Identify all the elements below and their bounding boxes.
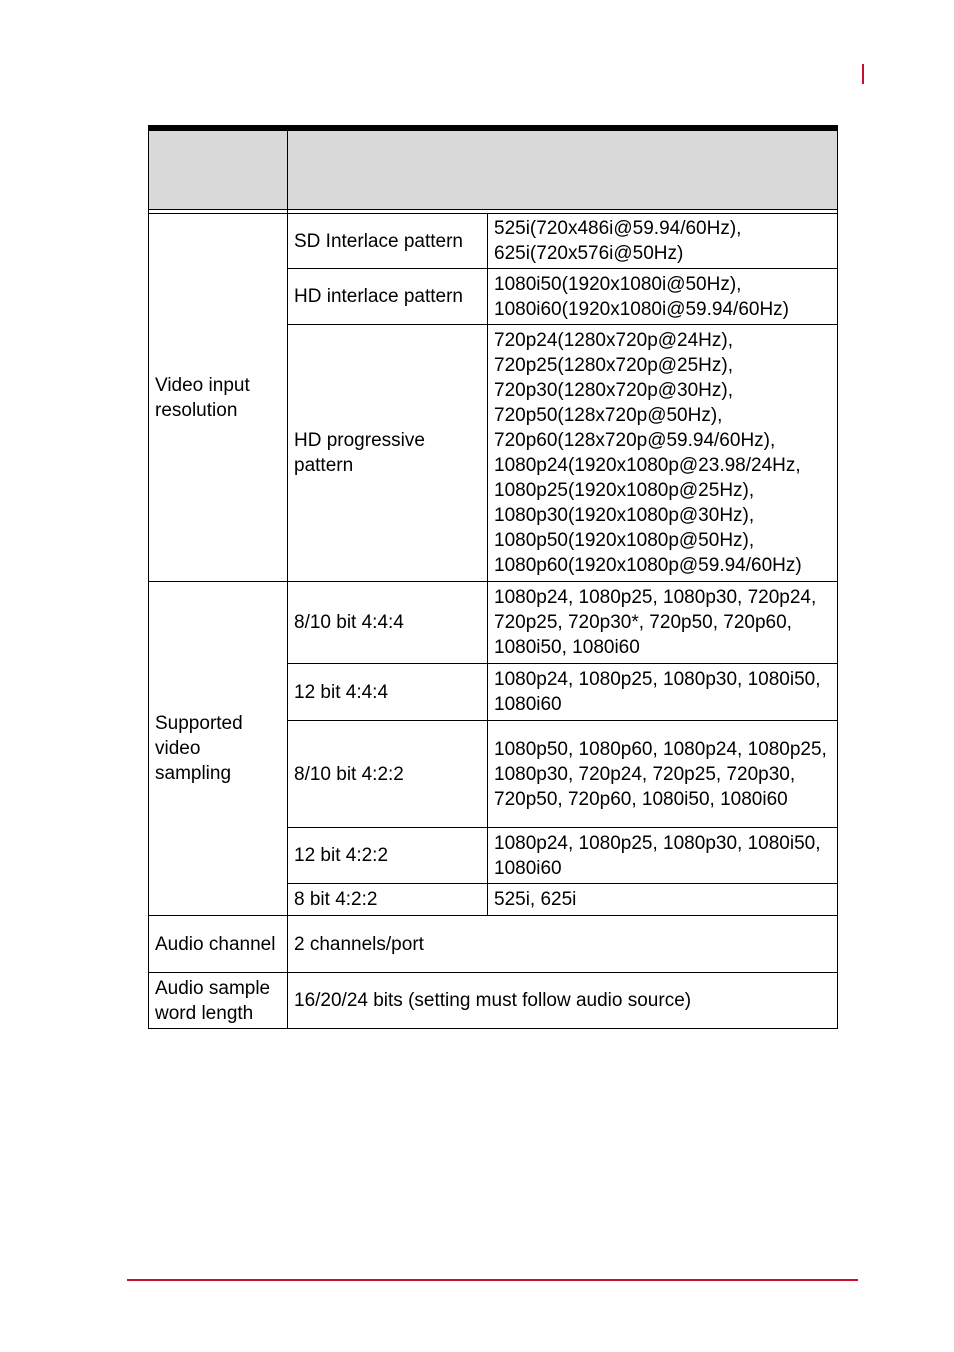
- table-row: [149, 214, 838, 269]
- header-cell-spec: [288, 128, 838, 210]
- table-row: [149, 582, 838, 664]
- video-specs-table: [148, 125, 838, 1029]
- page-marker: [862, 64, 864, 84]
- formats-cell: 720p24(1280x720p@24Hz), 720p25(1280x720p@25Hz), 720p30(1280x720p@30Hz), 720p50(128x720p@50Hz), 720p60(128x720p@59.94/60Hz), 1080p24(1920x1080p@23.98/24Hz, 1080p25(1920x1080p@25Hz), 1080p30(1920x1080p@30Hz), 1080p50(1920x1080p@50Hz), 1080p60(1920x1080p@59.94/60Hz): [488, 325, 838, 582]
- header-cell-feature: [149, 128, 288, 210]
- table-header-row: [149, 128, 838, 210]
- audio-channel-value: 2 channels/port: [288, 916, 838, 973]
- audio-sample-word-length-value: 16/20/24 bits (setting must follow audio source): [288, 973, 838, 1029]
- pattern-cell: SD Interlace pattern: [288, 214, 488, 269]
- formats-cell: 1080p50, 1080p60, 1080p24, 1080p25, 1080p30, 720p24, 720p25, 720p30, 720p50, 720p60, 1080i50, 1080i60: [488, 721, 838, 828]
- pattern-cell: HD progressive pattern: [288, 325, 488, 582]
- row-label-supported-video-sampling: Supported video sampling: [149, 582, 288, 916]
- row-label-video-input-resolution: Video input resolution: [149, 214, 288, 582]
- row-label-audio-sample-word-length: Audio sample word length: [149, 973, 288, 1029]
- formats-cell: 525i(720x486i@59.94/60Hz), 625i(720x576i@50Hz): [488, 214, 838, 269]
- sampling-cell: 12 bit 4:4:4: [288, 664, 488, 721]
- table-row: [149, 973, 838, 1029]
- sampling-cell: 12 bit 4:2:2: [288, 828, 488, 884]
- pattern-cell: HD interlace pattern: [288, 269, 488, 325]
- sampling-cell: 8/10 bit 4:4:4: [288, 582, 488, 664]
- table-row: [149, 916, 838, 973]
- formats-cell: 1080i50(1920x1080i@50Hz), 1080i60(1920x1080i@59.94/60Hz): [488, 269, 838, 325]
- sampling-cell: 8 bit 4:2:2: [288, 884, 488, 916]
- formats-cell: 1080p24, 1080p25, 1080p30, 1080i50, 1080i60: [488, 828, 838, 884]
- sampling-cell: 8/10 bit 4:2:2: [288, 721, 488, 828]
- formats-cell: 1080p24, 1080p25, 1080p30, 1080i50, 1080i60: [488, 664, 838, 721]
- formats-cell: 525i, 625i: [488, 884, 838, 916]
- footer-rule: [127, 1279, 858, 1281]
- formats-cell: 1080p24, 1080p25, 1080p30, 720p24, 720p25, 720p30*, 720p50, 720p60, 1080i50, 1080i60: [488, 582, 838, 664]
- row-label-audio-channel: Audio channel: [149, 916, 288, 973]
